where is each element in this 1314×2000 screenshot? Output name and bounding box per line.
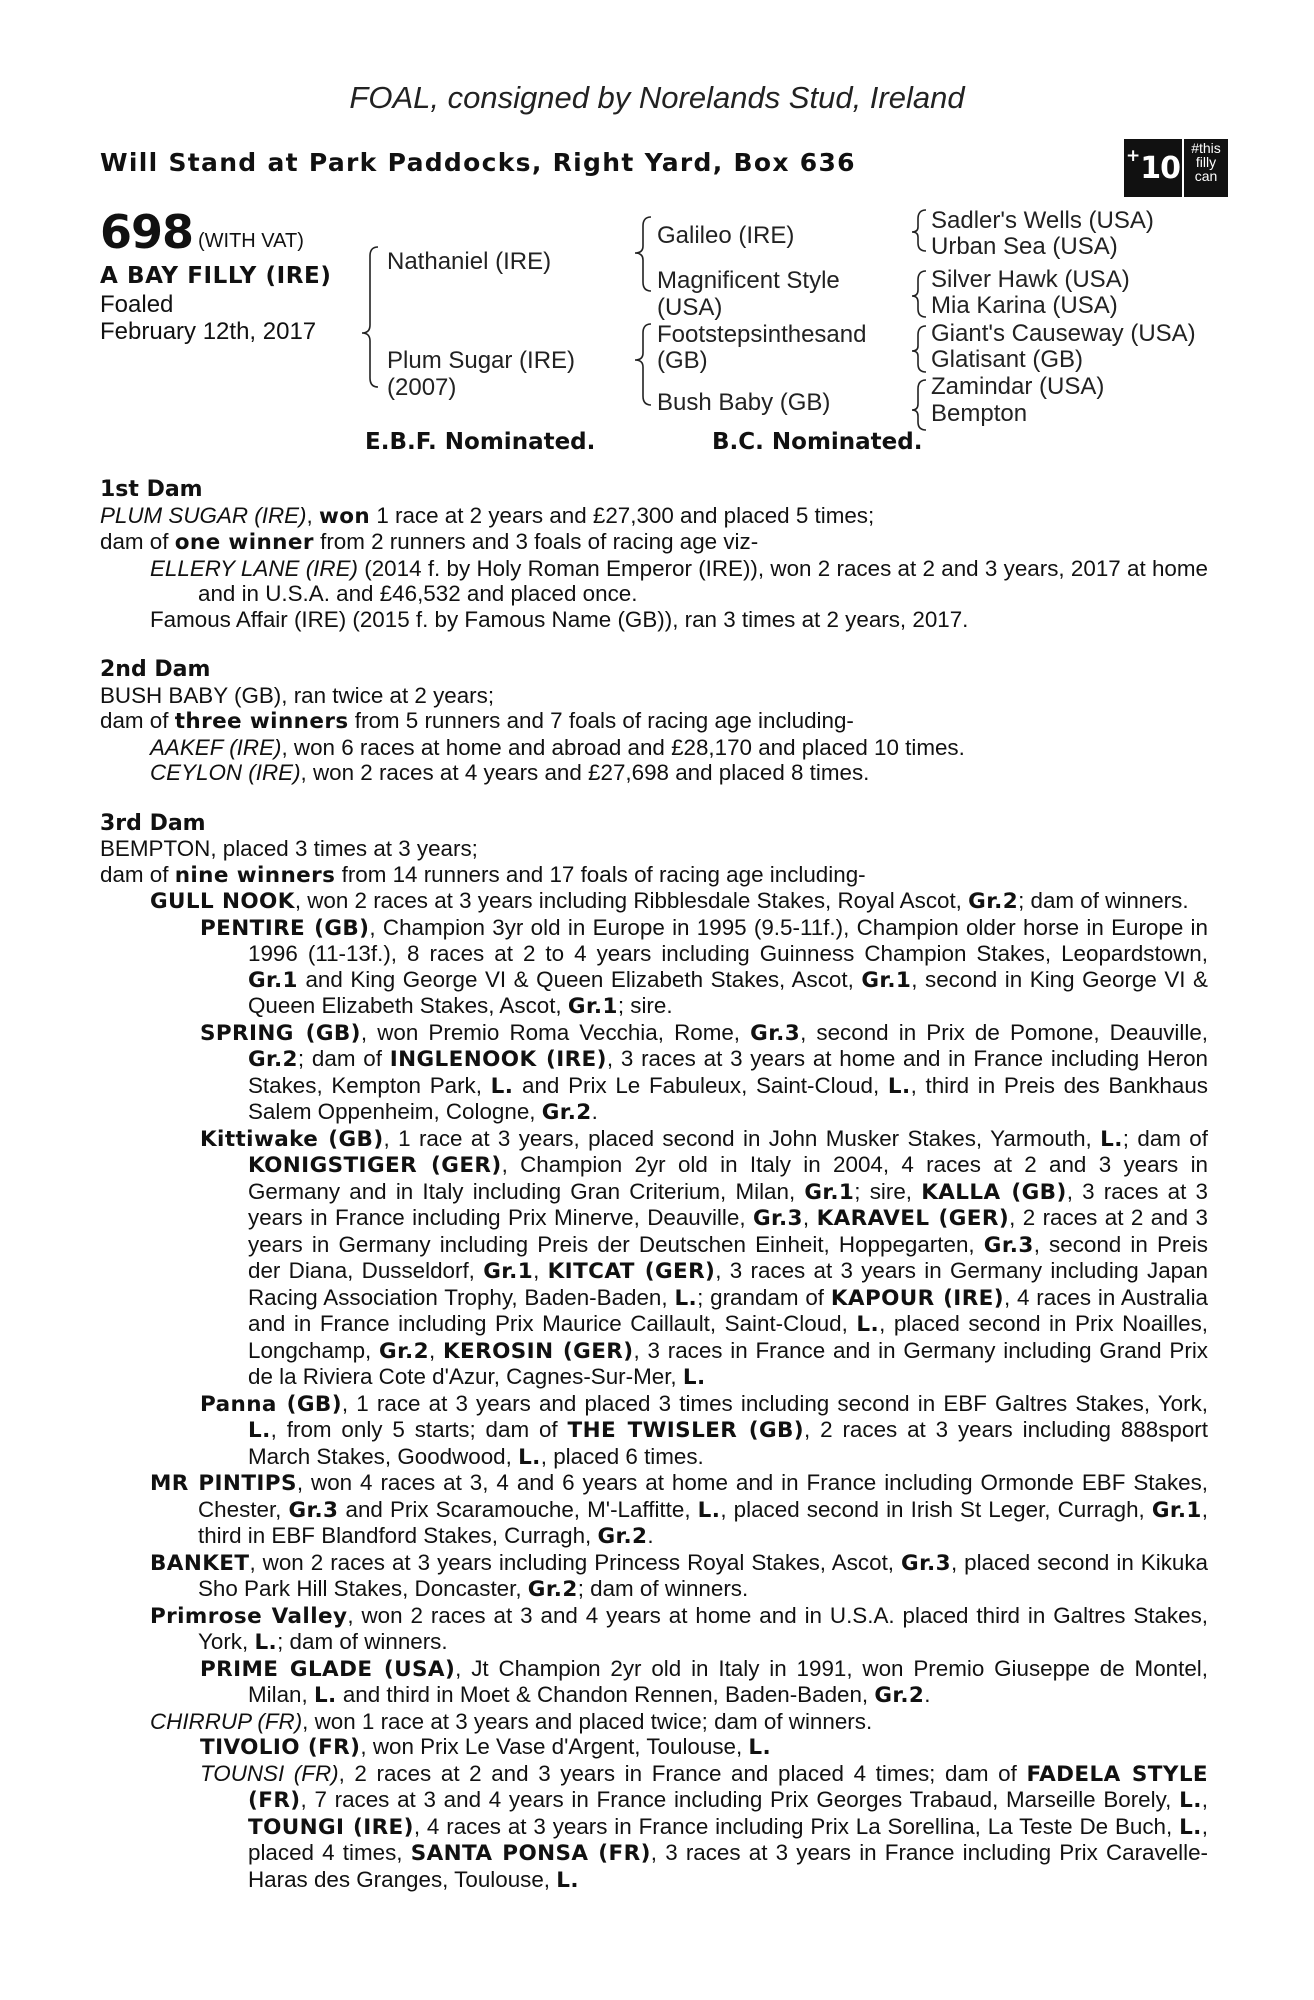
catalogue-paragraph: dam of three winners from 5 runners and 7 foals of racing age including- (100, 708, 854, 734)
catalogue-paragraph: BEMPTON, placed 3 times at 3 years; (100, 836, 478, 861)
lot-name: A BAY FILLY (IRE) (100, 263, 332, 289)
vat-note: (WITH VAT) (198, 230, 304, 252)
pedigree-gen3-8: Bempton (931, 400, 1028, 427)
brace-gen3-3 (912, 326, 926, 372)
dam-line-catalogue (100, 477, 1208, 1893)
catalogue-paragraph: PRIME GLADE (USA), Jt Champion 2yr old in Italy in 1991, won Premio Giuseppe de Montel, Milan, L. and third in Moet & Chandon Rennen, Baden-Baden, Gr.2. (200, 1655, 1208, 1708)
catalogue-paragraph: CEYLON (IRE), won 2 races at 4 years and £27,698 and placed 8 times. (150, 760, 870, 785)
pedigree-gen3-3: Silver Hawk (USA) (931, 266, 1130, 293)
catalogue-paragraph: SPRING (GB), won Premio Roma Vecchia, Rome, Gr.3, second in Prix de Pomone, Deauville, Gr.2; dam of INGLENOOK (IRE), 3 races at 3 years at home and in France including Heron Stakes, Kempton Park, L. and Prix Le Fabuleux, Saint-Cloud, L., third in Preis des Bankhaus Salem Oppenheim, Cologne, Gr.2. (200, 1019, 1209, 1125)
catalogue-paragraph: ELLERY LANE (IRE) (2014 f. by Holy Roman Emperor (IRE)), won 2 races at 2 and 3 years, 2017 at home and in U.S.A. and £46,532 and placed once. (150, 555, 1208, 606)
catalogue-paragraph: dam of nine winners from 14 runners and 17 foals of racing age including- (100, 861, 866, 888)
pedigree-dam-sire-country: (GB) (657, 347, 708, 374)
section-heading: 2nd Dam (100, 657, 211, 682)
section-heading: 1st Dam (100, 477, 203, 502)
lot-number: 698 (100, 205, 194, 259)
catalogue-paragraph: BANKET, won 2 races at 3 years including Princess Royal Stakes, Ascot, Gr.3, placed second in Kikuka Sho Park Hill Stakes, Doncaster, Gr.2; dam of winners. (150, 1549, 1208, 1602)
brace-gen1 (362, 247, 378, 387)
consignor-line: FOAL, consigned by Norelands Stud, Ireland (349, 80, 965, 115)
catalogue-paragraph: GULL NOOK, won 2 races at 3 years including Ribblesdale Stakes, Royal Ascot, Gr.2; dam of winners. (150, 888, 1189, 914)
catalogue-paragraph: AAKEF (IRE), won 6 races at home and abroad and £28,170 and placed 10 times. (150, 734, 965, 760)
catalogue-paragraph: dam of one winner from 2 runners and 3 foals of racing age viz- (100, 529, 759, 555)
catalogue-paragraph: MR PINTIPS, won 4 races at 3, 4 and 6 years at home and in France including Ormonde EBF Stakes, Chester, Gr.3 and Prix Scaramouche, M'-Laffitte, L., placed second in Irish St Leger, Curragh, Gr.1, third in EBF Blandford Stakes, Curragh, Gr.2. (150, 1470, 1209, 1549)
pedigree-gen3-5: Giant's Causeway (USA) (931, 320, 1196, 347)
catalogue-paragraph: Primrose Valley, won 2 races at 3 and 4 years at home and in U.S.A. placed third in Galtres Stakes, York, L.; dam of winners. (150, 1602, 1208, 1655)
pedigree-sire: Nathaniel (IRE) (387, 248, 552, 275)
pedigree-gen3-2: Urban Sea (USA) (931, 233, 1118, 260)
pedigree-sire-dam-country: (USA) (657, 294, 723, 321)
ten-logo-icon: + 10 (1124, 139, 1182, 197)
brace-gen3-4 (912, 380, 926, 430)
catalogue-paragraph: PENTIRE (GB), Champion 3yr old in Europe in 1995 (9.5-11f.), Champion older horse in Europe in 1996 (11-13f.), 8 races at 2 to 4 years including Guinness Champion Stakes, Leopardstown, Gr.1 and King George VI & Queen Elizabeth Stakes, Ascot, Gr.1, second in King George VI & Queen Elizabeth Stakes, Ascot, Gr.1; sire. (200, 914, 1208, 1019)
pedigree-dam-sire: Footstepsinthesand (657, 321, 867, 348)
catalogue-paragraph: PLUM SUGAR (IRE), won 1 race at 2 years and £27,300 and placed 5 times; (100, 502, 875, 529)
pedigree-gen3-7: Zamindar (USA) (931, 373, 1105, 400)
pedigree-gen3-4: Mia Karina (USA) (931, 292, 1118, 319)
pedigree-gen3-6: Glatisant (GB) (931, 346, 1084, 373)
pedigree-sire-sire: Galileo (IRE) (657, 222, 795, 249)
foaled-date: February 12th, 2017 (100, 318, 317, 345)
catalogue-paragraph: CHIRRUP (FR), won 1 race at 3 years and placed twice; dam of winners. (150, 1708, 873, 1734)
pedigree-sire-dam: Magnificent Style (657, 267, 840, 294)
bc-nominated: B.C. Nominated. (712, 429, 923, 455)
catalogue-paragraph: Famous Affair (IRE) (2015 f. by Famous Name (GB)), ran 3 times at 2 years, 2017. (150, 606, 969, 632)
catalogue-paragraph: TOUNSI (FR), 2 races at 2 and 3 years in France and placed 4 times; dam of FADELA STYLE (FR), 7 races at 3 and 4 years in France including Prix Georges Trabaud, Marseille Borely, L., TOUNGI (IRE), 4 races at 3 years in France including Prix La Sorellina, La Teste De Buch, L., placed 4 times, SANTA PONSA (FR), 3 races at 3 years in France including Prix Caravelle-Haras des Granges, Toulouse, L. (200, 1760, 1209, 1893)
pedigree-gen3-1: Sadler's Wells (USA) (931, 207, 1154, 234)
brace-gen3-1 (912, 210, 926, 251)
foaled-label: Foaled (100, 291, 174, 318)
brace-gen3-2 (912, 271, 926, 317)
ebf-nominated: E.B.F. Nominated. (365, 429, 596, 455)
catalogue-paragraph: TIVOLIO (FR), won Prix Le Vase d'Argent, Toulouse, L. (200, 1734, 772, 1760)
this-filly-can-logo-icon: #this filly can (1184, 139, 1228, 197)
pedigree-dam-year: (2007) (387, 374, 457, 401)
stabling-location: Will Stand at Park Paddocks, Right Yard, Box 636 (100, 148, 856, 177)
catalogue-paragraph: Panna (GB), 1 race at 3 years and placed 3 times including second in EBF Galtres Stakes, York, L., from only 5 starts; dam of THE TWISLER (GB), 2 races at 3 years including 888sport March Stakes, Goodwood, L., placed 6 times. (200, 1390, 1208, 1470)
brace-gen2-top (635, 217, 651, 291)
pedigree-dam: Plum Sugar (IRE) (387, 347, 576, 374)
brace-gen2-bottom (635, 324, 651, 405)
catalogue-paragraph: Kittiwake (GB), 1 race at 3 years, placed second in John Musker Stakes, Yarmouth, L.; dam of KONIGSTIGER (GER), Champion 2yr old in Italy in 2004, 4 races at 2 and 3 years in Germany and in Italy including Gran Criterium, Milan, Gr.1; sire, KALLA (GB), 3 races at 3 years in France including Prix Minerve, Deauville, Gr.3, KARAVEL (GER), 2 races at 2 and 3 years in Germany including Preis der Deutschen Einheit, Hoppegarten, Gr.3, second in Preis der Diana, Dusseldorf, Gr.1, KITCAT (GER), 3 races at 3 years in Germany including Japan Racing Association Trophy, Baden-Baden, L.; grandam of KAPOUR (IRE), 4 races in Australia and in France including Prix Maurice Caillault, Saint-Cloud, L., placed second in Prix Noailles, Longchamp, Gr.2, KEROSIN (GER), 3 races in France and in Germany including Grand Prix de la Riviera Cote d'Azur, Cagnes-Sur-Mer, L. (200, 1125, 1209, 1390)
pedigree-dam-dam: Bush Baby (GB) (657, 389, 831, 416)
section-heading: 3rd Dam (100, 810, 206, 836)
catalogue-paragraph: BUSH BABY (GB), ran twice at 2 years; (100, 682, 495, 708)
